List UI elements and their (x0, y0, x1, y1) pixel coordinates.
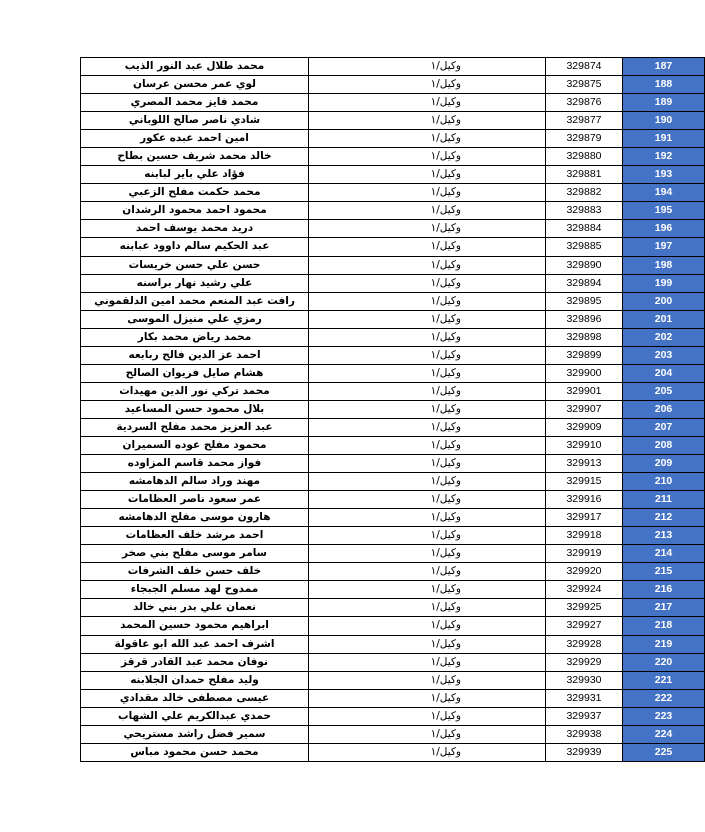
name-cell: رمزي علي منيزل الموسى (81, 310, 309, 328)
rank-cell: وكيل/١ (309, 635, 546, 653)
serial-number-cell: 191 (623, 130, 705, 148)
name-cell: ابراهيم محمود حسين المحمد (81, 617, 309, 635)
name-cell: علي رشيد نهار براسنه (81, 274, 309, 292)
name-cell: محمد حكمت مفلح الزعبي (81, 184, 309, 202)
serial-number-cell: 225 (623, 743, 705, 761)
table-row (81, 743, 705, 761)
table-row (81, 635, 705, 653)
rank-cell: وكيل/١ (309, 292, 546, 310)
table-row (81, 112, 705, 130)
serial-number-cell: 217 (623, 599, 705, 617)
table-row (81, 509, 705, 527)
table-row (81, 581, 705, 599)
id-number-cell: 329915 (546, 473, 623, 491)
rank-cell: وكيل/١ (309, 274, 546, 292)
rank-cell: وكيل/١ (309, 581, 546, 599)
name-cell: دريد محمد يوسف احمد (81, 220, 309, 238)
personnel-table (80, 57, 705, 762)
rank-cell: وكيل/١ (309, 148, 546, 166)
table-row (81, 400, 705, 418)
rank-cell: وكيل/١ (309, 184, 546, 202)
rank-cell: وكيل/١ (309, 545, 546, 563)
rank-cell: وكيل/١ (309, 617, 546, 635)
id-number-cell: 329913 (546, 455, 623, 473)
serial-number-cell: 220 (623, 653, 705, 671)
rank-cell: وكيل/١ (309, 707, 546, 725)
table-row (81, 599, 705, 617)
serial-number-cell: 210 (623, 473, 705, 491)
rank-cell: وكيل/١ (309, 130, 546, 148)
table-row (81, 58, 705, 76)
serial-number-cell: 205 (623, 382, 705, 400)
name-cell: عمر سعود ناصر العظامات (81, 491, 309, 509)
rank-cell: وكيل/١ (309, 328, 546, 346)
name-cell: عبد الحكيم سالم داوود عبابنه (81, 238, 309, 256)
id-number-cell: 329910 (546, 436, 623, 454)
table-row (81, 166, 705, 184)
rank-cell: وكيل/١ (309, 653, 546, 671)
serial-number-cell: 224 (623, 725, 705, 743)
rank-cell: وكيل/١ (309, 725, 546, 743)
name-cell: خلف حسن خلف الشرفات (81, 563, 309, 581)
name-cell: لوي عمر محسن عرسان (81, 76, 309, 94)
name-cell: ممدوح لهد مسلم الجبجاء (81, 581, 309, 599)
name-cell: بلال محمود حسن المساعيد (81, 400, 309, 418)
id-number-cell: 329901 (546, 382, 623, 400)
name-cell: سمير فضل راشد مستريحي (81, 725, 309, 743)
table-row (81, 563, 705, 581)
serial-number-cell: 204 (623, 364, 705, 382)
serial-number-cell: 197 (623, 238, 705, 256)
table-row (81, 473, 705, 491)
id-number-cell: 329917 (546, 509, 623, 527)
serial-number-cell: 213 (623, 527, 705, 545)
table-row (81, 202, 705, 220)
rank-cell: وكيل/١ (309, 76, 546, 94)
id-number-cell: 329884 (546, 220, 623, 238)
serial-number-cell: 200 (623, 292, 705, 310)
id-number-cell: 329938 (546, 725, 623, 743)
table-row (81, 707, 705, 725)
id-number-cell: 329895 (546, 292, 623, 310)
id-number-cell: 329875 (546, 76, 623, 94)
serial-number-cell: 194 (623, 184, 705, 202)
serial-number-cell: 222 (623, 689, 705, 707)
serial-number-cell: 195 (623, 202, 705, 220)
name-cell: هشام صايل فريوان الصالح (81, 364, 309, 382)
rank-cell: وكيل/١ (309, 743, 546, 761)
serial-number-cell: 216 (623, 581, 705, 599)
serial-number-cell: 193 (623, 166, 705, 184)
serial-number-cell: 196 (623, 220, 705, 238)
id-number-cell: 329876 (546, 94, 623, 112)
name-cell: مهند وراد سالم الدهامشه (81, 473, 309, 491)
serial-number-cell: 187 (623, 58, 705, 76)
serial-number-cell: 188 (623, 76, 705, 94)
serial-number-cell: 192 (623, 148, 705, 166)
serial-number-cell: 202 (623, 328, 705, 346)
id-number-cell: 329920 (546, 563, 623, 581)
serial-number-cell: 212 (623, 509, 705, 527)
table-row (81, 310, 705, 328)
id-number-cell: 329937 (546, 707, 623, 725)
id-number-cell: 329881 (546, 166, 623, 184)
id-number-cell: 329874 (546, 58, 623, 76)
rank-cell: وكيل/١ (309, 94, 546, 112)
rank-cell: وكيل/١ (309, 58, 546, 76)
table-row (81, 545, 705, 563)
rank-cell: وكيل/١ (309, 310, 546, 328)
table-row (81, 455, 705, 473)
id-number-cell: 329928 (546, 635, 623, 653)
rank-cell: وكيل/١ (309, 346, 546, 364)
serial-number-cell: 218 (623, 617, 705, 635)
name-cell: محمد رياض محمد بكار (81, 328, 309, 346)
table-row (81, 148, 705, 166)
serial-number-cell: 190 (623, 112, 705, 130)
table-row (81, 346, 705, 364)
rank-cell: وكيل/١ (309, 382, 546, 400)
name-cell: عبد العزيز محمد مفلح السردية (81, 418, 309, 436)
id-number-cell: 329894 (546, 274, 623, 292)
serial-number-cell: 201 (623, 310, 705, 328)
id-number-cell: 329883 (546, 202, 623, 220)
id-number-cell: 329885 (546, 238, 623, 256)
id-number-cell: 329877 (546, 112, 623, 130)
rank-cell: وكيل/١ (309, 455, 546, 473)
table-row (81, 184, 705, 202)
name-cell: محمد فايز محمد المصري (81, 94, 309, 112)
rank-cell: وكيل/١ (309, 491, 546, 509)
name-cell: اشرف احمد عبد الله ابو عاقولة (81, 635, 309, 653)
serial-number-cell: 219 (623, 635, 705, 653)
name-cell: محمد حسن محمود مباس (81, 743, 309, 761)
rank-cell: وكيل/١ (309, 689, 546, 707)
name-cell: حسن علي حسن خريسات (81, 256, 309, 274)
rank-cell: وكيل/١ (309, 563, 546, 581)
table-row (81, 382, 705, 400)
name-cell: رافت عبد المنعم محمد امين الدلقموني (81, 292, 309, 310)
name-cell: محمد طلال عبد النور الذيب (81, 58, 309, 76)
table-row (81, 689, 705, 707)
id-number-cell: 329918 (546, 527, 623, 545)
table-row (81, 274, 705, 292)
rank-cell: وكيل/١ (309, 418, 546, 436)
id-number-cell: 329925 (546, 599, 623, 617)
id-number-cell: 329880 (546, 148, 623, 166)
rank-cell: وكيل/١ (309, 400, 546, 418)
serial-number-cell: 221 (623, 671, 705, 689)
personnel-table-body (81, 58, 705, 762)
name-cell: محمود مفلح عوده السميران (81, 436, 309, 454)
id-number-cell: 329929 (546, 653, 623, 671)
table-row (81, 617, 705, 635)
rank-cell: وكيل/١ (309, 256, 546, 274)
id-number-cell: 329879 (546, 130, 623, 148)
table-row (81, 130, 705, 148)
id-number-cell: 329907 (546, 400, 623, 418)
serial-number-cell: 211 (623, 491, 705, 509)
rank-cell: وكيل/١ (309, 436, 546, 454)
serial-number-cell: 209 (623, 455, 705, 473)
name-cell: نوفان محمد عبد القادر قرقز (81, 653, 309, 671)
serial-number-cell: 208 (623, 436, 705, 454)
table-row (81, 94, 705, 112)
name-cell: حمدي عبدالكريم علي الشهاب (81, 707, 309, 725)
rank-cell: وكيل/١ (309, 473, 546, 491)
name-cell: فؤاد علي باير لبابنه (81, 166, 309, 184)
serial-number-cell: 203 (623, 346, 705, 364)
name-cell: محمود احمد محمود الرشدان (81, 202, 309, 220)
serial-number-cell: 214 (623, 545, 705, 563)
table-row (81, 364, 705, 382)
name-cell: امين احمد عبده عكور (81, 130, 309, 148)
name-cell: احمد مرشد خلف العظامات (81, 527, 309, 545)
name-cell: احمد عز الدين فالح ربابعه (81, 346, 309, 364)
table-row (81, 653, 705, 671)
serial-number-cell: 198 (623, 256, 705, 274)
id-number-cell: 329890 (546, 256, 623, 274)
table-row (81, 328, 705, 346)
serial-number-cell: 206 (623, 400, 705, 418)
name-cell: خالد محمد شريف حسين بطاح (81, 148, 309, 166)
table-row (81, 292, 705, 310)
id-number-cell: 329909 (546, 418, 623, 436)
id-number-cell: 329882 (546, 184, 623, 202)
id-number-cell: 329919 (546, 545, 623, 563)
name-cell: فواز محمد قاسم المزاوده (81, 455, 309, 473)
serial-number-cell: 199 (623, 274, 705, 292)
rank-cell: وكيل/١ (309, 509, 546, 527)
table-row (81, 238, 705, 256)
id-number-cell: 329900 (546, 364, 623, 382)
table-row (81, 491, 705, 509)
id-number-cell: 329931 (546, 689, 623, 707)
rank-cell: وكيل/١ (309, 112, 546, 130)
name-cell: محمد تركي نور الدين مهيدات (81, 382, 309, 400)
id-number-cell: 329924 (546, 581, 623, 599)
table-row (81, 76, 705, 94)
rank-cell: وكيل/١ (309, 166, 546, 184)
table-row (81, 671, 705, 689)
name-cell: نعمان علي بدر بني خالد (81, 599, 309, 617)
table-row (81, 725, 705, 743)
id-number-cell: 329899 (546, 346, 623, 364)
rank-cell: وكيل/١ (309, 527, 546, 545)
serial-number-cell: 223 (623, 707, 705, 725)
table-row (81, 436, 705, 454)
id-number-cell: 329916 (546, 491, 623, 509)
rank-cell: وكيل/١ (309, 599, 546, 617)
name-cell: هارون موسى مفلح الدهامشه (81, 509, 309, 527)
rank-cell: وكيل/١ (309, 202, 546, 220)
name-cell: سامر موسى مفلح بني صخر (81, 545, 309, 563)
serial-number-cell: 207 (623, 418, 705, 436)
name-cell: وليد مفلح حمدان الجلابنه (81, 671, 309, 689)
rank-cell: وكيل/١ (309, 238, 546, 256)
serial-number-cell: 189 (623, 94, 705, 112)
id-number-cell: 329898 (546, 328, 623, 346)
rank-cell: وكيل/١ (309, 220, 546, 238)
table-row (81, 220, 705, 238)
serial-number-cell: 215 (623, 563, 705, 581)
table-row (81, 418, 705, 436)
rank-cell: وكيل/١ (309, 671, 546, 689)
table-row (81, 256, 705, 274)
id-number-cell: 329939 (546, 743, 623, 761)
id-number-cell: 329930 (546, 671, 623, 689)
name-cell: شادي ناصر صالح اللوباني (81, 112, 309, 130)
table-row (81, 527, 705, 545)
name-cell: عيسى مصطفى خالد مقدادي (81, 689, 309, 707)
id-number-cell: 329927 (546, 617, 623, 635)
id-number-cell: 329896 (546, 310, 623, 328)
rank-cell: وكيل/١ (309, 364, 546, 382)
